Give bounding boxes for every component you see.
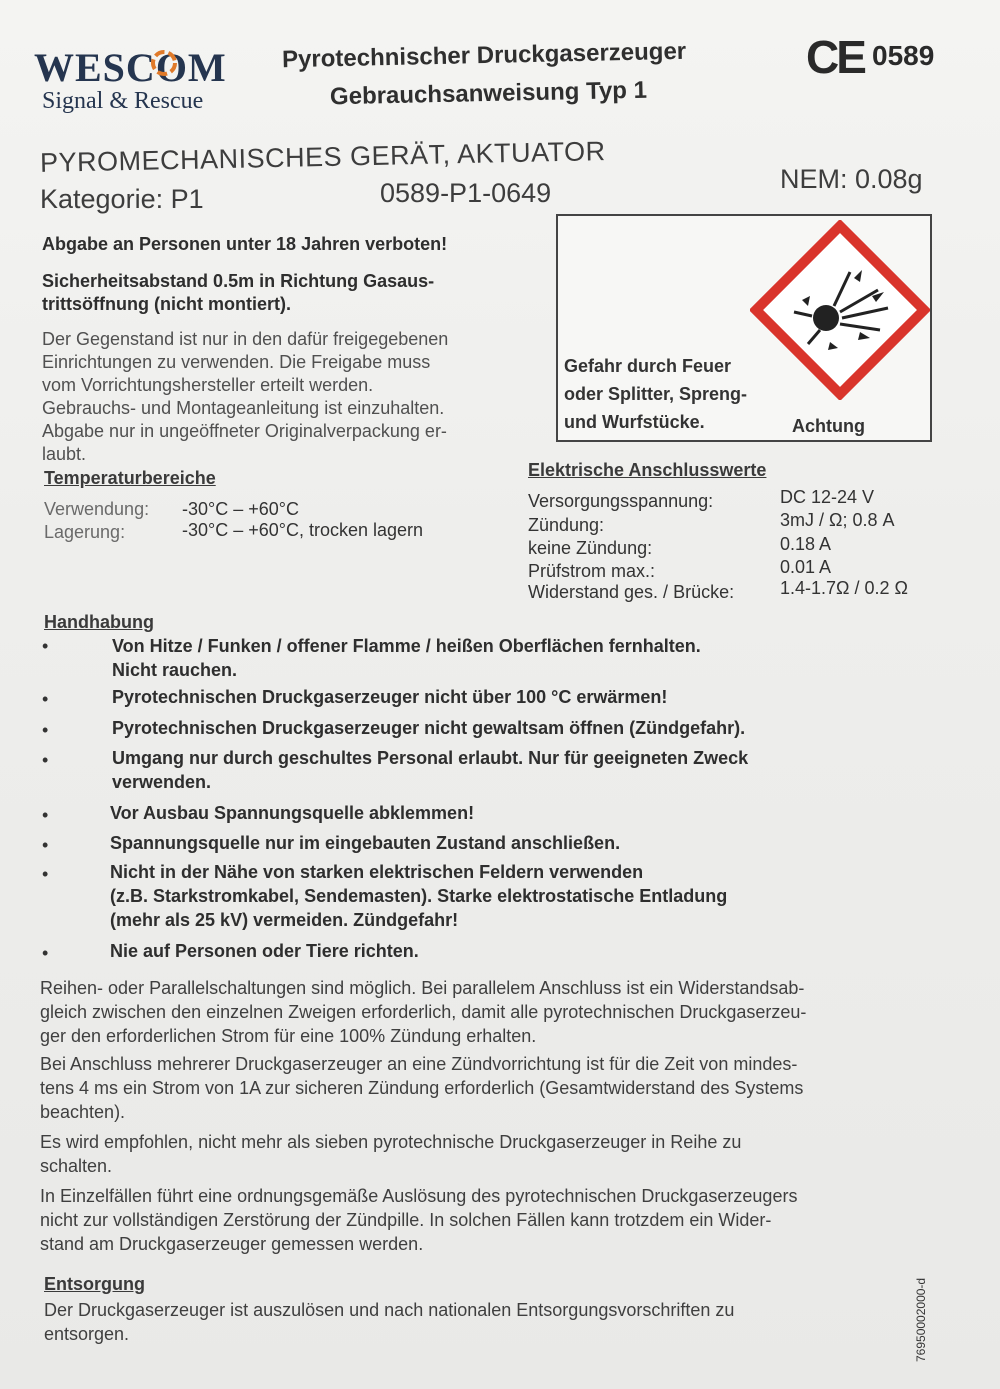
- bullet-line: Pyrotechnischen Druckgaserzeuger nicht gewaltsam öffnen (Zündgefahr).: [112, 718, 746, 738]
- temp-value-use: -30°C – +60°C: [182, 499, 299, 519]
- elec-label: Prüfstrom max.:: [528, 561, 656, 581]
- elec-value: 1.4-1.7Ω / 0.2 Ω: [780, 578, 908, 598]
- logo-ring-icon: [150, 48, 178, 78]
- paragraph-line: gleich zwischen den einzelnen Zweigen erforderlich, damit alle pyrotechnischen Druckgaserzeu-: [40, 1002, 807, 1022]
- paragraph-resistance: [40, 1184, 797, 1256]
- elec-value: 0.18 A: [780, 534, 832, 554]
- explosive-pictogram-icon: [750, 220, 930, 400]
- distance-line: trittsöffnung (nicht montiert).: [42, 294, 291, 314]
- device-nem: NEM: 0.08g: [780, 164, 923, 194]
- paragraph-line: nicht zur vollständigen Zerstörung der Zündpille. In solchen Fällen kann trotzdem ein Wider-: [40, 1210, 772, 1230]
- paragraph-current: [40, 1052, 803, 1124]
- usage-line: laubt.: [42, 444, 87, 464]
- paragraph-line: Reihen- oder Parallelschaltungen sind möglich. Bei parallelem Anschluss ist ein Widerstandsab-: [40, 978, 805, 998]
- paragraph-line: stand am Druckgaserzeuger gemessen werden.: [40, 1234, 424, 1254]
- paragraph-series: [40, 1130, 741, 1178]
- bullet-line: Nie auf Personen oder Tiere richten.: [110, 941, 419, 961]
- hazard-line: oder Splitter, Spreng-: [564, 384, 748, 404]
- hazard-line: und Wurfstücke.: [564, 412, 705, 432]
- bullet-line: verwenden.: [112, 772, 212, 792]
- paragraph-circuits: [40, 976, 806, 1048]
- bullet-line: Vor Ausbau Spannungsquelle abklemmen!: [110, 803, 475, 823]
- age-warning: Abgabe an Personen unter 18 Jahren verboten!: [42, 234, 448, 254]
- disposal-line: Der Druckgaserzeuger ist auszulösen und nach nationalen Entsorgungsvorschriften zu: [44, 1300, 735, 1320]
- elec-value: 0.01 A: [780, 557, 832, 577]
- temp-value-storage: -30°C – +60°C, trocken lagern: [182, 520, 424, 540]
- disposal-text: [44, 1298, 734, 1346]
- bullet-icon: •: [42, 689, 49, 709]
- handling-heading: Handhabung: [44, 612, 154, 632]
- paragraph-line: schalten.: [40, 1156, 113, 1176]
- device-name: PYROMECHANISCHES GERÄT, AKTUATOR: [39, 136, 606, 178]
- bullet-icon: •: [42, 805, 49, 825]
- hazard-line: Gefahr durch Feuer: [564, 356, 732, 376]
- hazard-text: [564, 352, 747, 436]
- hazard-box: [556, 214, 932, 442]
- brand-subtitle: Signal & Rescue: [42, 88, 204, 114]
- paragraph-line: Bei Anschluss mehrerer Druckgaserzeuger an eine Zündvorrichtung ist für die Zeit von mindes-: [40, 1054, 798, 1074]
- bullet-line: Spannungsquelle nur im eingebauten Zustand anschließen.: [110, 833, 621, 853]
- bullet-line: (mehr als 25 kV) vermeiden. Zündgefahr!: [110, 910, 459, 930]
- usage-line: vom Vorrichtungshersteller erteilt werden.: [42, 375, 374, 395]
- elec-value: 3mJ / Ω; 0.8 A: [780, 510, 895, 530]
- bullet-icon: •: [42, 943, 49, 963]
- usage-line: Einrichtungen zu verwenden. Die Freigabe muss: [42, 352, 431, 372]
- device-category: Kategorie: P1: [40, 184, 204, 214]
- bullet-icon: •: [42, 835, 49, 855]
- distance-line: Sicherheitsabstand 0.5m in Richtung Gasaus-: [42, 271, 435, 291]
- elec-value: DC 12-24 V: [780, 487, 875, 507]
- elec-label: keine Zündung:: [528, 538, 653, 558]
- usage-line: Der Gegenstand ist nur in den dafür freigegebenen: [42, 329, 449, 349]
- disposal-line: entsorgen.: [44, 1324, 130, 1344]
- paragraph-line: In Einzelfällen führt eine ordnungsgemäße Auslösung des pyrotechnischen Druckgaserzeugers: [40, 1186, 798, 1206]
- ce-mark: CE: [806, 31, 864, 83]
- title-line-1: Pyrotechnischer Druckgaserzeuger: [281, 37, 687, 74]
- ce-number: 0589: [872, 40, 935, 71]
- bullet-icon: •: [42, 636, 49, 656]
- bullet-line: Pyrotechnischen Druckgaserzeuger nicht über 100 °C erwärmen!: [112, 687, 668, 707]
- usage-line: Gebrauchs- und Montageanleitung ist einzuhalten.: [42, 398, 445, 418]
- device-code: 0589-P1-0649: [380, 178, 552, 208]
- temp-label-storage: Lagerung:: [44, 522, 126, 542]
- temp-label-use: Verwendung:: [44, 499, 150, 519]
- disposal-heading: Entsorgung: [44, 1274, 145, 1294]
- bullet-line: Von Hitze / Funken / offener Flamme / heißen Oberflächen fernhalten.: [112, 636, 701, 656]
- elec-label: Zündung:: [528, 515, 605, 535]
- paragraph-line: ger den erforderlichen Strom für eine 100% Zündung erhalten.: [40, 1026, 537, 1046]
- usage-notice: [42, 328, 448, 466]
- electrical-heading: Elektrische Anschlusswerte: [528, 460, 767, 480]
- document-code: 76950002000-d: [914, 1277, 928, 1362]
- bullet-icon: •: [42, 864, 49, 884]
- paragraph-line: beachten).: [40, 1102, 126, 1122]
- bullet-line: Umgang nur durch geschultes Personal erlaubt. Nur für geeigneten Zweck: [112, 748, 749, 768]
- paragraph-line: Es wird empfohlen, nicht mehr als sieben pyrotechnische Druckgaserzeuger in Reihe zu: [40, 1132, 742, 1152]
- bullet-line: (z.B. Starkstromkabel, Sendemasten). Starke elektrostatische Entladung: [110, 886, 728, 906]
- bullet-line: Nicht in der Nähe von starken elektrischen Feldern verwenden: [110, 862, 644, 882]
- bullet-icon: •: [42, 750, 49, 770]
- brand-name: WESCOM: [34, 45, 227, 90]
- elec-label: Widerstand ges. / Brücke:: [528, 582, 735, 602]
- bullet-icon: •: [42, 720, 49, 740]
- temperature-heading: Temperaturbereiche: [44, 468, 216, 488]
- bullet-line: Nicht rauchen.: [112, 660, 238, 680]
- distance-warning: [42, 270, 434, 316]
- brand-logo: [34, 44, 227, 91]
- elec-label: Versorgungsspannung:: [528, 491, 714, 511]
- signal-word: Achtung: [792, 416, 865, 436]
- paragraph-line: tens 4 ms ein Strom von 1A zur sicheren Zündung erforderlich (Gesamtwiderstand des Systems: [40, 1078, 804, 1098]
- title-line-2: Gebrauchsanweisung Typ 1: [329, 76, 648, 111]
- usage-line: Abgabe nur in ungeöffneter Originalverpackung er-: [42, 421, 447, 441]
